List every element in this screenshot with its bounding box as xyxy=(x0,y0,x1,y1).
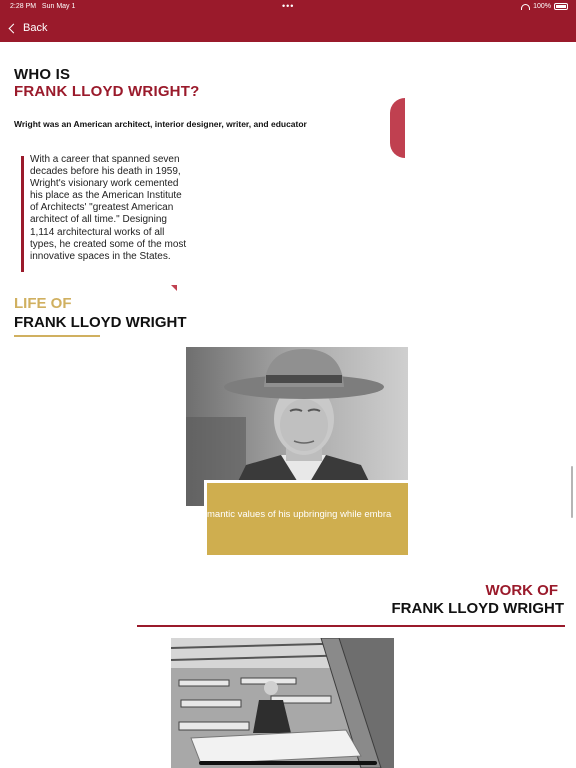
who-subtitle: Wright was an American architect, interior designer, writer, and educator xyxy=(14,119,307,129)
scroll-indicator[interactable] xyxy=(571,466,573,518)
who-title-line2: FRANK LLOYD WRIGHT? xyxy=(14,83,200,100)
bio-paragraph: With a career that spanned seven decades before his death in 1959, Wright's visionary work cemented his place as the American Institute of Architects' "greatest American architect of all time." Designing 1,114 architectural works of all types, he created some of the most innovative spaces in the States. xyxy=(30,154,187,262)
status-time: 2:28 PM Sun May 1 xyxy=(10,3,76,10)
decorative-triangle xyxy=(171,285,177,291)
work-photo xyxy=(171,638,394,768)
back-button[interactable] xyxy=(7,20,47,36)
decorative-half-circle xyxy=(390,98,405,158)
chevron-left-icon xyxy=(9,23,19,33)
work-title-line2: FRANK LLOYD WRIGHT xyxy=(391,600,564,617)
life-title-line2: FRANK LLOYD WRIGHT xyxy=(14,314,187,331)
battery-icon xyxy=(554,3,568,10)
work-illustration xyxy=(171,638,394,768)
life-quote-box[interactable] xyxy=(207,483,408,555)
life-underline xyxy=(14,335,100,337)
work-title-line1: WORK OF xyxy=(485,582,558,599)
home-indicator[interactable] xyxy=(199,761,377,765)
work-underline xyxy=(137,625,565,627)
life-title-line1: LIFE OF xyxy=(14,295,72,312)
battery-percent: 100% xyxy=(533,3,551,10)
back-label: Back xyxy=(23,22,48,34)
marquee-text: mantic values of his upbringing while embra xyxy=(207,509,392,520)
who-title-line1: WHO IS xyxy=(14,66,71,83)
multitasking-dots-icon[interactable]: ••• xyxy=(282,1,295,11)
bio-accent-bar xyxy=(21,156,24,272)
wifi-icon xyxy=(521,4,530,10)
status-bar xyxy=(0,0,576,13)
status-right xyxy=(521,3,568,10)
